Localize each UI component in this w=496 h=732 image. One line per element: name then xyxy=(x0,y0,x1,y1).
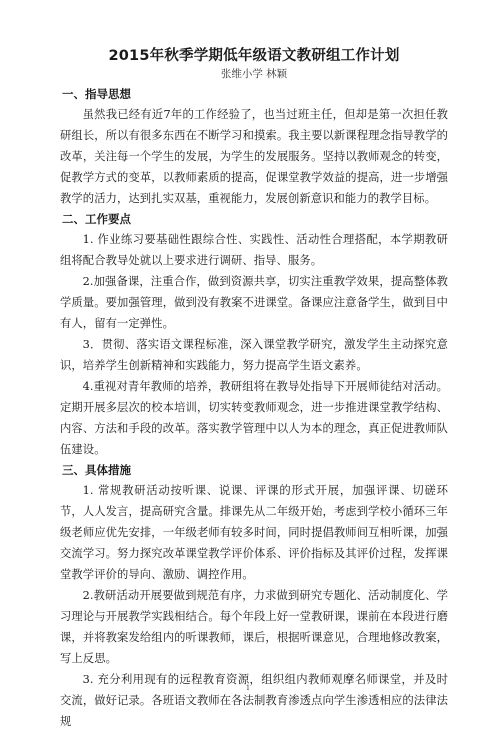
paragraph: 3．贯彻、落实语文课程标准，深入课堂教学研究，激发学生主动探究意识，培养学生创新精神和实践能力，努力提高学生语文素养。 xyxy=(60,338,448,372)
page-number: 1 xyxy=(245,684,251,692)
paragraph: 3. 充分利用现有的远程教育资源，组织组内教师观摩名师课堂，并及时交流，做好记录。各班语文教师在各法制教育渗透点向学生渗透相应的法律法规 xyxy=(60,673,448,728)
paragraph: 1. 作业练习要基础性跟综合性、实践性、活动性合理搭配，本学期教研组将配合教导处就以上要求进行调研、指导、服务。 xyxy=(60,233,448,267)
section-work-points xyxy=(60,209,448,460)
document-title: 2015年秋季学期低年级语文教研组工作计划 xyxy=(108,48,400,64)
paragraph: 1. 常规教研活动按听课、说课、评课的形式开展，加强评课、切磋环节，人人发言，提高研究含量。排课先从二年级开始，考虑到学校小循环三年级老师应优先安排，一年级老师有较多时间，同时提倡教师间互相听课，加强交流学习。努力探究改革课堂教学评价体系、评价指标及其评价过程，发挥课堂教学评价的导向、激励、调控作用。 xyxy=(60,484,448,581)
author-line: 张维小学 林颖 xyxy=(220,68,288,80)
paragraph: 2.加强备课，注重合作，做到资源共享，切实注重教学效果，提高整体教学质量。要加强管理，做到没有教案不进课堂。备课应注意备学生，做到目中有人，留有一定弹性。 xyxy=(60,275,448,330)
paragraph: 2.教研活动开展要做到规范有序，力求做到研究专题化、活动制度化、学习理论与开展教学实践相结合。每个年段上好一堂教研课，课前在本段进行磨课，并将教案发给组内的听课教师，课后，根据听课意见，合理地修改教案，写上反思。 xyxy=(60,589,448,665)
section-guiding-ideology xyxy=(60,84,448,209)
paragraph: 4.重视对青年教师的培养，教研组将在教导处指导下开展师徒结对活动。定期开展多层次的校本培训，切实转变教师观念，进一步推进课堂教学结构、内容、方法和手段的改革。落实教学管理中以人为本的理念，真正促进教师队伍建设。 xyxy=(60,380,448,456)
document-body xyxy=(60,46,448,732)
section-heading: 二、工作要点 xyxy=(62,212,131,226)
section-heading: 一、指导思想 xyxy=(62,87,131,101)
paragraph: 虽然我已经有近7年的工作经验了，也当过班主任，但却是第一次担任教研组长，所以有很多东西在不断学习和摸索。我主要以新课程理念指导教学的改革，关注每一个学生的发展，为学生的发展服务。坚持以教师观念的转变，促教学方式的变革，以教师素质的提高，促课堂教学效益的提高，进一步增强教学的活力，达到扎实双基，重视能力，发展创新意识和能力的教学目标。 xyxy=(60,108,448,205)
section-heading: 三、具体措施 xyxy=(62,463,131,477)
